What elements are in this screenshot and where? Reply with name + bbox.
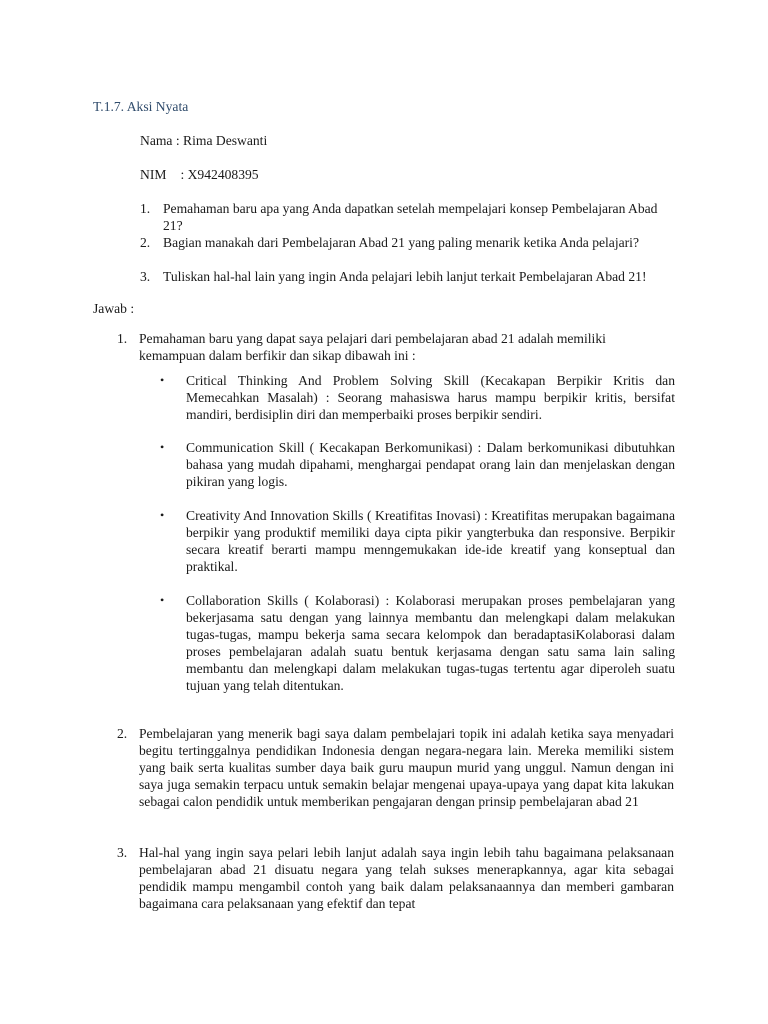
question-text: Tuliskan hal-hal lain yang ingin Anda pelajari lebih lanjut terkait Pembelajaran Abad 21! [163,269,647,284]
skill-text: Creativity And Innovation Skills ( Kreatifitas Inovasi) : Kreatifitas merupakan bagaimana berpikir yang produktif memiliki daya cipta pikir yangterbuka dan responsive. Berpikir secara kreatif berarti mampu menngemukakan ide-ide kreatif yang konseptual dan praktikal. [186,508,675,574]
bullet-icon: • [160,440,165,454]
question-number: 2. [140,235,151,250]
question-number: 3. [140,269,151,284]
answer-text: Hal-hal yang ingin saya pelari lebih lanjut adalah saya ingin lebih tahu bagaimana pelaksanaan pembelajaran abad 21 disuatu negara yang telah sukses menerapkannya, agar kita sebagai pendidik mampu mengambil contoh yang baik dalam pelaksanaannya dan memberi gambaran bagaimana cara pelaksanaan yang efektif dan tepat [139,845,674,911]
document-title: T.1.7. Aksi Nyata [93,99,189,114]
skill-text: Collaboration Skills ( Kolaborasi) : Kolaborasi merupakan proses pembelajaran yang bekerjasama satu dengan yang lainnya membantu dan melengkapi dalam melakukan tugas-tugas, mampu bekerja sama secara kelompok dan beradaptasiKolaborasi dalam proses pembelajaran adalah suatu bentuk kerjasama dengan satu sama lain saling membantu dan melengkapi dalam melakukan tugas-tugas tertentu agar diperoleh suatu tujuan yang telah ditentukan. [186,593,675,693]
bullet-icon: • [160,508,165,522]
answer-number: 2. [117,726,128,741]
question-text: Pemahaman baru apa yang Anda dapatkan setelah mempelajari konsep Pembelajaran Abad 21? [163,201,658,233]
skill-text: Critical Thinking And Problem Solving Skill (Kecakapan Berpikir Kritis dan Memecahkan Masalah) : Seorang mahasiswa harus mampu berpikir kritis, bersifat mandiri, berdisiplin diri dan memperbaiki proses berpikir sendiri. [186,373,675,422]
question-text: Bagian manakah dari Pembelajaran Abad 21 yang paling menarik ketika Anda pelajari? [163,235,639,250]
bullet-icon: • [160,593,165,607]
student-name: Nama : Rima Deswanti [140,133,268,148]
question-number: 1. [140,201,151,216]
answer-text: Pembelajaran yang menerik bagi saya dalam pembelajari topik ini adalah ketika saya menyadari begitu tertinggalnya pendidikan Indonesia dengan negara-negara lain. Mereka memiliki sistem yang baik serta kualitas sumber daya baik guru maupun murid yang unggul. Namun dengan ini saya juga semakin terpacu untuk semakin belajar mengenai upaya-upaya yang dapat kita lakukan sebagai calon pendidik untuk memberikan pengajaran dengan prinsip pembelajaran abad 21 [139,726,674,809]
answer-number: 1. [117,331,128,346]
nim-label: NIM [140,167,167,182]
nim-value: : X942408395 [180,167,259,182]
answer-number: 3. [117,845,128,860]
answer-heading: Jawab : [93,301,135,316]
skill-text: Communication Skill ( Kecakapan Berkomunikasi) : Dalam berkomunikasi dibutuhkan bahasa yang mudah dipahami, menghargai pendapat orang lain dan menjelaskan dengan pikiran yang logis. [186,440,675,489]
bullet-icon: • [160,373,165,387]
student-nim [140,166,259,183]
answer-text: Pemahaman baru yang dapat saya pelajari dari pembelajaran abad 21 adalah memiliki kemampuan dalam berfikir dan sikap dibawah ini : [139,331,606,363]
